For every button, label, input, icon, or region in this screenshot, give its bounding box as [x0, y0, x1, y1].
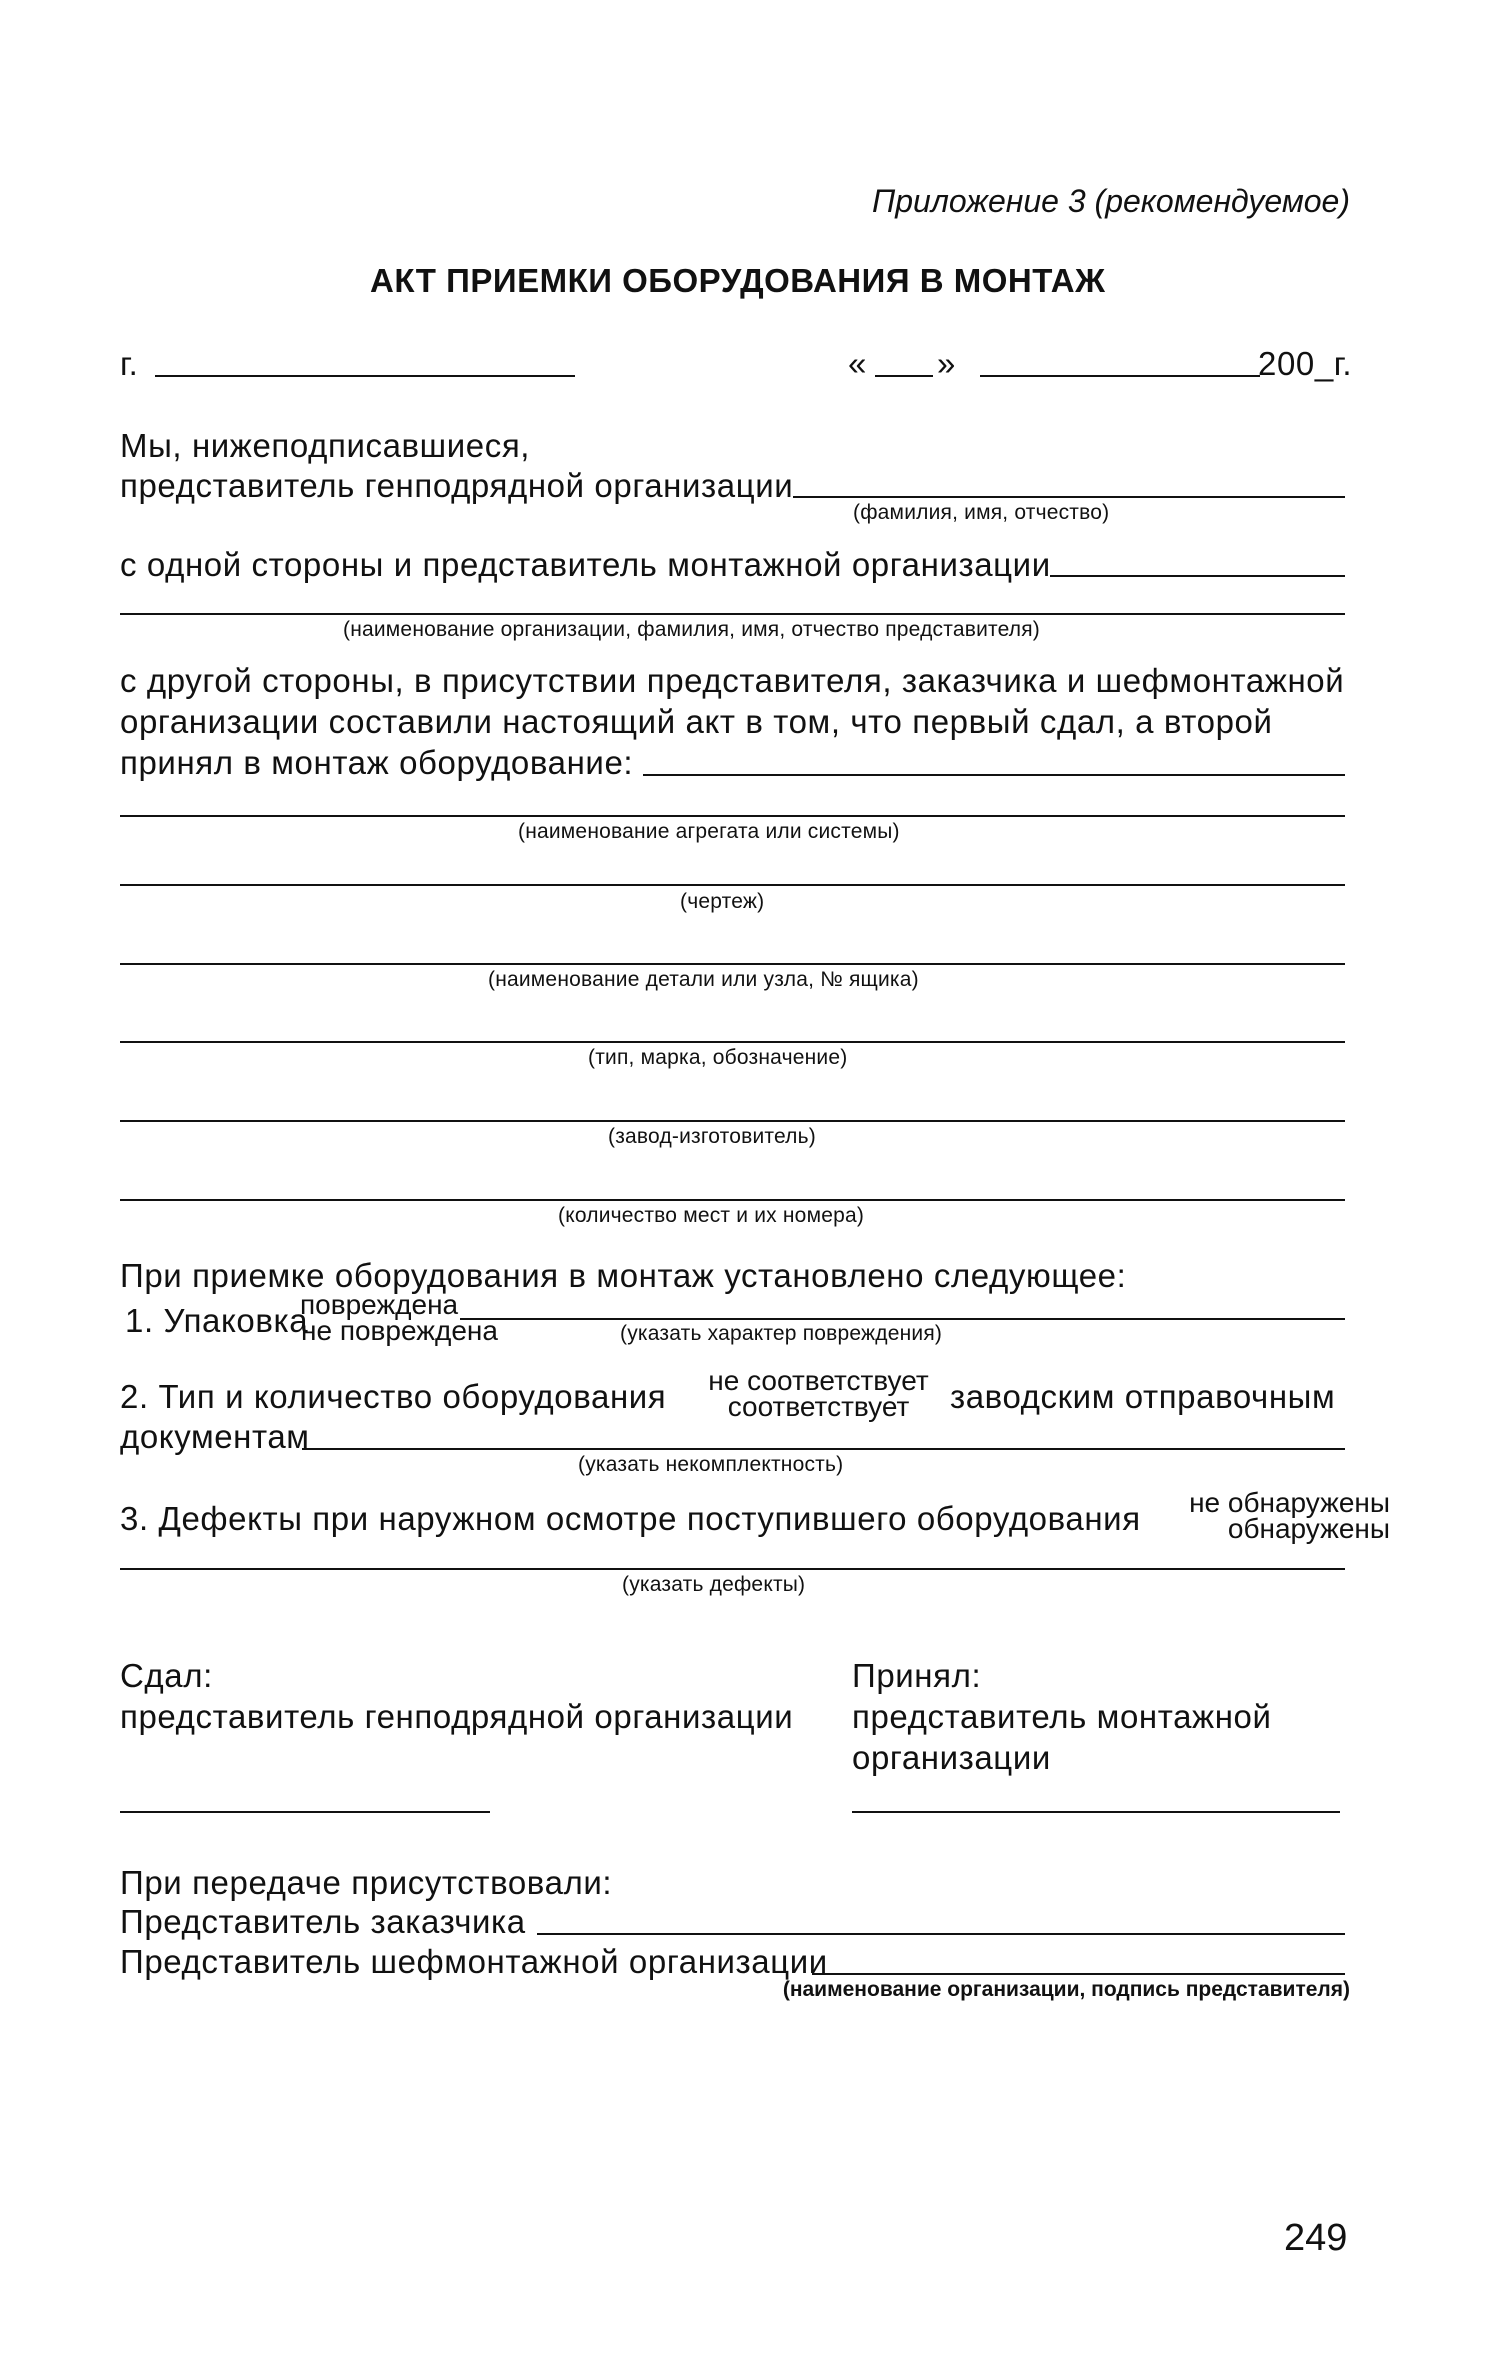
places-count-line[interactable] — [120, 1199, 1345, 1201]
drawing-line[interactable] — [120, 884, 1345, 886]
witnesses-heading: При передаче присутствовали: — [120, 1864, 613, 1901]
item1-packaging-label: 1. Упаковка — [125, 1302, 309, 1339]
para-line-3: принял в монтаж оборудование: — [120, 744, 634, 781]
option-found[interactable]: обнаружены — [1227, 1513, 1390, 1544]
caption-type-brand: (тип, марка, обозначение) — [588, 1046, 848, 1069]
caption-part-name: (наименование детали или узла, № ящика) — [488, 968, 919, 991]
para-line-1: с другой стороны, в присутствии представителя, заказчика и шефмонтажной — [120, 662, 1345, 699]
page-number: 249 — [1284, 2217, 1348, 2259]
item3-defects-label: 3. Дефекты при наружном осмотре поступившего оборудования — [120, 1500, 1141, 1537]
caption-manufacturer: (завод-изготовитель) — [608, 1125, 816, 1148]
caption-witness-org: (наименование организации, подпись представителя) — [782, 1978, 1350, 2001]
received-role-line-1: представитель монтажной — [852, 1698, 1272, 1735]
caption-places-count: (количество мест и их номера) — [558, 1204, 865, 1227]
caption-defects: (указать дефекты) — [622, 1573, 806, 1596]
supervision-rep-label: Представитель шефмонтажной организации — [120, 1943, 828, 1980]
defects-line[interactable] — [120, 1568, 1345, 1570]
received-label: Принял: — [852, 1657, 982, 1694]
intro-installation-org: с одной стороны и представитель монтажной организации — [120, 546, 1051, 583]
handed-signature-line[interactable] — [120, 1811, 490, 1813]
received-signature-line[interactable] — [852, 1811, 1340, 1813]
installation-org-line[interactable] — [120, 613, 1345, 615]
item2-options — [696, 1365, 941, 1422]
caption-incompleteness: (указать некомплектность) — [578, 1453, 844, 1476]
manufacturer-line[interactable] — [120, 1120, 1345, 1122]
intro-general-contractor: представитель генподрядной организации — [120, 467, 794, 504]
option-not-matching[interactable]: не соответствует — [708, 1365, 929, 1396]
caption-drawing: (чертеж) — [680, 890, 765, 913]
caption-damage: (указать характер повреждения) — [620, 1322, 943, 1345]
equipment-unit-line[interactable] — [120, 815, 1345, 817]
general-contractor-rep-line[interactable] — [793, 496, 1345, 498]
item2-incompleteness-line[interactable] — [302, 1448, 1345, 1450]
installation-rep-line[interactable] — [1050, 575, 1345, 577]
day-field-line[interactable] — [875, 375, 933, 377]
received-role-line-2: организации — [852, 1739, 1051, 1776]
caption-unit-name: (наименование агрегата или системы) — [518, 820, 900, 843]
intro-line-1: Мы, нижеподписавшиеся, — [120, 427, 531, 464]
type-brand-line[interactable] — [120, 1041, 1345, 1043]
caption-fio: (фамилия, имя, отчество) — [853, 501, 1110, 524]
date-quote-open: « — [848, 345, 867, 382]
option-matching[interactable]: соответствует — [727, 1391, 910, 1422]
item2-documents: документам — [120, 1418, 310, 1455]
option-not-found[interactable]: не обнаружены — [1189, 1487, 1390, 1518]
caption-organization: (наименование организации, фамилия, имя, отчество представителя) — [343, 618, 1040, 641]
para-line-2: организации составили настоящий акт в том, что первый сдал, а второй — [120, 703, 1273, 740]
option-damaged[interactable]: повреждена — [300, 1289, 459, 1320]
city-field-line[interactable] — [155, 375, 575, 377]
option-not-damaged[interactable]: не повреждена — [301, 1315, 498, 1346]
customer-rep-label: Представитель заказчика — [120, 1903, 526, 1940]
supervision-rep-line[interactable] — [812, 1973, 1345, 1975]
customer-rep-line[interactable] — [537, 1933, 1345, 1935]
city-prefix: г. — [120, 345, 139, 382]
item1-damage-line[interactable] — [460, 1318, 1345, 1320]
item2-type-label: 2. Тип и количество оборудования — [120, 1378, 667, 1415]
handed-role: представитель генподрядной организации — [120, 1698, 794, 1735]
document-title: АКТ ПРИЕМКИ ОБОРУДОВАНИЯ В МОНТАЖ — [370, 262, 1106, 299]
findings-heading: При приемке оборудования в монтаж установлено следующее: — [120, 1257, 1127, 1294]
item2-tail: заводским отправочным — [950, 1378, 1336, 1415]
month-field-line[interactable] — [980, 375, 1260, 377]
part-name-line[interactable] — [120, 963, 1345, 965]
date-quote-close: » — [937, 345, 956, 382]
handed-label: Сдал: — [120, 1657, 213, 1694]
year-label: 200_г. — [1258, 345, 1353, 382]
equipment-inline-line[interactable] — [643, 774, 1345, 776]
appendix-label: Приложение 3 (рекомендуемое) — [872, 183, 1350, 219]
item3-options — [1180, 1487, 1390, 1544]
